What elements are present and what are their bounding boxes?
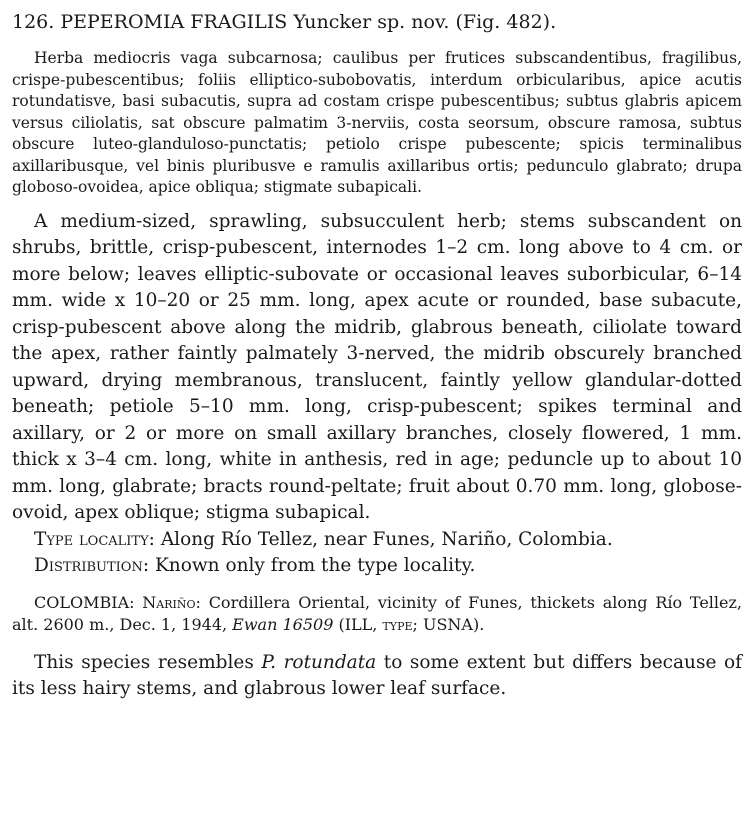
specimen-collector: Ewan 16509 [232, 614, 334, 634]
specimen-department: Nariño: [142, 592, 201, 612]
distribution-label: Distribution: [34, 555, 150, 576]
type-locality [12, 527, 742, 554]
document-page [12, 0, 742, 703]
species-author: Yuncker sp. nov. (Fig. 482). [293, 11, 557, 33]
species-name: PEPEROMIA FRAGILIS [60, 11, 288, 33]
specimen-country: COLOMBIA: [34, 592, 135, 612]
species-number: 126. [12, 11, 55, 33]
specimen-type-label: type [382, 614, 413, 634]
specimen-herbaria-close: ; USNA). [412, 614, 485, 634]
type-locality-text: Along Río Tellez, near Funes, Nariño, Colombia. [160, 528, 613, 550]
latin-diagnosis: Herba mediocris vaga subcarnosa; caulibus per frutices subscandentibus, fragilibus, crispe-pubescentibus; foliis elliptico-subobovatis, interdum orbicularibus, apice acutis rotundatisve, basi subacutis, supra ad costam crispe pubescentibus; subtus glabris apicem versus ciliolatis, sat obscure palmatim 3-nerviis, costa seorsum, obscure ramosa, subtus obscure luteo-glanduloso-punctatis; petiolo crispe pubescente; spicis terminalibus axillaribusque, vel binis pluribusve e ramulis axillaribus ortis; pedunculo glabrato; drupa globoso-ovoidea, apice obliqua; stigmate subapicali. [12, 49, 742, 196]
type-locality-label: Type locality: [34, 528, 155, 550]
specimen-citation [12, 592, 742, 636]
remarks-species: P. rotundata [261, 651, 377, 673]
remarks [12, 650, 742, 703]
specimen-text: Cordillera Oriental, vicinity of Funes, thickets along Río Tellez, alt. 2600 m., Dec. 1, 1944, [12, 592, 742, 634]
specimen-herbaria-open: (ILL, [338, 614, 378, 634]
distribution-text: Known only from the type locality. [154, 555, 476, 576]
species-heading [12, 0, 742, 34]
remarks-after: to some extent but differs because of its less hairy stems, and glabrous lower leaf surface. [12, 651, 742, 699]
remarks-before: This species resembles [34, 651, 254, 673]
distribution [12, 553, 742, 580]
english-description: A medium-sized, sprawling, subsucculent herb; stems subscandent on shrubs, brittle, crisp-pubescent, internodes 1–2 cm. long above to 4 cm. or more below; leaves elliptic-subovate or occasional leaves suborbicular, 6–14 mm. wide x 10–20 or 25 mm. long, apex acute or rounded, base subacute, crisp-pubescent above along the midrib, glabrous beneath, ciliolate toward the apex, rather faintly palmately 3-nerved, the midrib obscurely branched upward, drying membranous, translucent, faintly yellow glandular-dotted beneath; petiole 5–10 mm. long, crisp-pubescent; spikes terminal and axillary, or 2 or more on small axillary branches, closely flowered, 1 mm. thick x 3–4 cm. long, white in anthesis, red in age; peduncle up to about 10 mm. long, glabrate; bracts round-peltate; fruit about 0.70 mm. long, globose-ovoid, apex oblique; stigma subapical. [12, 210, 742, 523]
